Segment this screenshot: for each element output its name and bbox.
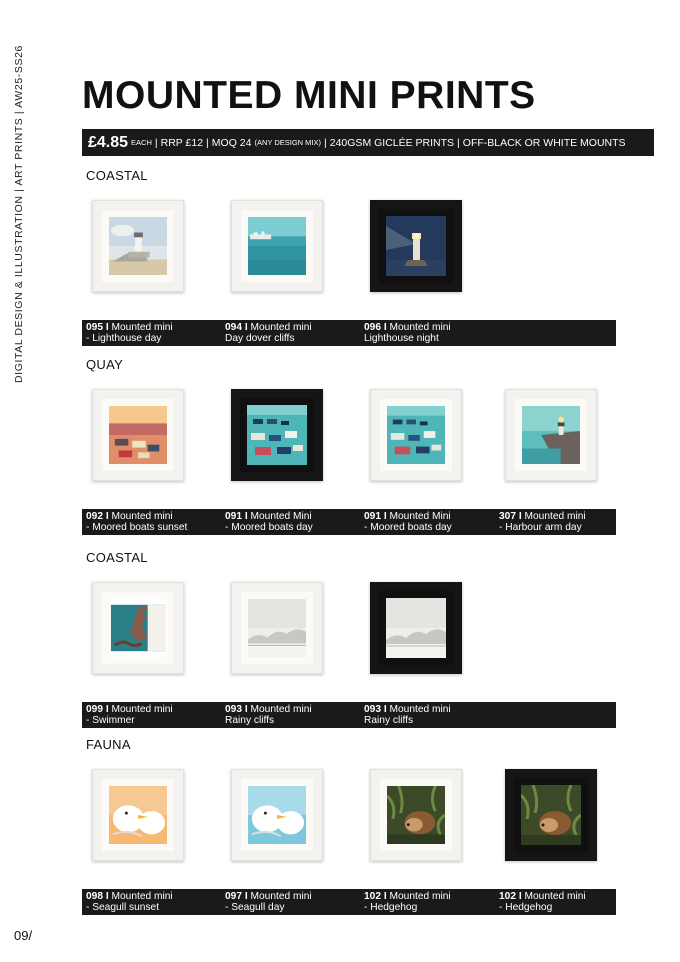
product-name-line1: Mounted mini bbox=[111, 704, 173, 715]
product-name-line1: Mounted mini bbox=[250, 891, 312, 902]
section-label: COASTAL bbox=[86, 168, 148, 183]
print-mount bbox=[241, 592, 313, 664]
product-name-line1: Mounted mini bbox=[524, 891, 586, 902]
mount-options: OFF-BLACK OR WHITE MOUNTS bbox=[462, 136, 626, 149]
print-artwork bbox=[109, 217, 167, 275]
product-code: 099 bbox=[86, 704, 103, 715]
product-name-line2: - Seagull day bbox=[225, 902, 285, 913]
print-mount bbox=[515, 399, 587, 471]
product-name-line1: Mounted Mini bbox=[250, 511, 312, 522]
mounted-print bbox=[370, 389, 462, 481]
separator: I bbox=[105, 704, 109, 715]
print-artwork bbox=[387, 786, 445, 844]
print-mount bbox=[241, 779, 313, 851]
product-name-line2: - Moored boats day bbox=[364, 522, 452, 533]
product-code: 307 bbox=[499, 511, 516, 522]
moq: MOQ 24 bbox=[211, 136, 252, 149]
product-code: 098 bbox=[86, 891, 103, 902]
product-name-line1: Mounted mini bbox=[250, 322, 312, 333]
print-mount bbox=[102, 399, 174, 471]
separator: | bbox=[154, 136, 158, 149]
print-artwork bbox=[387, 406, 445, 464]
product-name-line1: Mounted mini bbox=[111, 891, 173, 902]
separator: I bbox=[383, 511, 387, 522]
mounted-print bbox=[231, 582, 323, 674]
product-name-line2: - Hedgehog bbox=[499, 902, 553, 913]
print-artwork bbox=[109, 406, 167, 464]
paper-spec: 240GSM GICLÉE PRINTS bbox=[329, 136, 455, 149]
mounted-print bbox=[92, 389, 184, 481]
separator: | bbox=[206, 136, 209, 149]
separator: I bbox=[518, 891, 522, 902]
product-code: 092 bbox=[86, 511, 103, 522]
product-name-line2: - Seagull sunset bbox=[86, 902, 160, 913]
product-caption bbox=[499, 511, 586, 533]
product-caption bbox=[225, 511, 313, 533]
separator: I bbox=[383, 891, 387, 902]
product-name-line2: - Hedgehog bbox=[364, 902, 418, 913]
print-mount bbox=[102, 210, 174, 282]
mounted-print bbox=[231, 389, 323, 481]
print-mount bbox=[241, 210, 313, 282]
mounted-print bbox=[370, 769, 462, 861]
page-title: MOUNTED MINI PRINTS bbox=[82, 74, 536, 117]
mounted-print bbox=[92, 582, 184, 674]
mounted-print bbox=[231, 769, 323, 861]
product-code: 102 bbox=[364, 891, 381, 902]
print-artwork bbox=[248, 786, 306, 844]
print-mount bbox=[379, 591, 453, 665]
separator: I bbox=[383, 322, 387, 333]
product-name-line2: Lighthouse night bbox=[364, 333, 439, 344]
product-name-line1: Mounted Mini bbox=[389, 511, 451, 522]
product-caption bbox=[364, 891, 451, 913]
print-artwork bbox=[109, 599, 167, 657]
product-code: 102 bbox=[499, 891, 516, 902]
print-mount bbox=[102, 592, 174, 664]
pricing-info-bar bbox=[82, 129, 654, 156]
product-name-line2: - Swimmer bbox=[86, 715, 135, 726]
product-name-line1: Mounted mini bbox=[250, 704, 312, 715]
mounted-print bbox=[505, 769, 597, 861]
moq-note: (ANY DESIGN MIX) bbox=[254, 138, 322, 147]
separator: I bbox=[244, 511, 248, 522]
section-label: COASTAL bbox=[86, 550, 148, 565]
product-name-line2: - Moored boats day bbox=[225, 522, 313, 533]
print-mount bbox=[514, 778, 588, 852]
product-code: 093 bbox=[364, 704, 381, 715]
separator: I bbox=[105, 322, 109, 333]
print-mount bbox=[240, 398, 314, 472]
product-caption bbox=[225, 322, 312, 344]
print-artwork bbox=[386, 598, 446, 658]
product-code: 091 bbox=[225, 511, 242, 522]
product-code: 091 bbox=[364, 511, 381, 522]
product-caption bbox=[225, 704, 312, 726]
price-unit: EACH bbox=[131, 138, 152, 147]
product-caption bbox=[86, 322, 173, 344]
product-code: 093 bbox=[225, 704, 242, 715]
print-mount bbox=[380, 399, 452, 471]
section-label: QUAY bbox=[86, 357, 124, 372]
mounted-print bbox=[92, 200, 184, 292]
side-running-header: DIGITAL DESIGN & ILLUSTRATION | ART PRINTS | AW25-SS26 bbox=[13, 45, 25, 383]
product-name-line2: - Moored boats sunset bbox=[86, 522, 188, 533]
product-name-line2: - Lighthouse day bbox=[86, 333, 162, 344]
product-code: 094 bbox=[225, 322, 242, 333]
product-caption bbox=[364, 511, 452, 533]
separator: | bbox=[324, 136, 327, 149]
rrp: RRP £12 bbox=[160, 136, 204, 149]
mounted-print bbox=[505, 389, 597, 481]
price: £4.85 bbox=[88, 133, 129, 151]
print-artwork bbox=[248, 217, 306, 275]
product-name-line1: Mounted mini bbox=[111, 322, 173, 333]
separator: I bbox=[244, 704, 248, 715]
product-caption bbox=[364, 322, 451, 344]
print-mount bbox=[380, 779, 452, 851]
product-caption bbox=[364, 704, 451, 726]
product-caption bbox=[499, 891, 586, 913]
product-caption bbox=[86, 704, 173, 726]
mounted-print bbox=[370, 582, 462, 674]
mounted-print bbox=[370, 200, 462, 292]
print-artwork bbox=[247, 405, 307, 465]
separator: | bbox=[457, 136, 460, 149]
product-code: 095 bbox=[86, 322, 103, 333]
product-caption bbox=[86, 891, 173, 913]
section-label: FAUNA bbox=[86, 737, 131, 752]
print-mount bbox=[379, 209, 453, 283]
separator: I bbox=[244, 322, 248, 333]
print-artwork bbox=[248, 599, 306, 657]
product-caption bbox=[86, 511, 187, 533]
page-number: 09/ bbox=[14, 928, 33, 943]
product-name-line1: Mounted mini bbox=[389, 704, 451, 715]
product-name-line2: - Harbour arm day bbox=[499, 522, 582, 533]
product-name-line2: Rainy cliffs bbox=[225, 715, 275, 726]
mounted-print bbox=[92, 769, 184, 861]
product-name-line2: Day dover cliffs bbox=[225, 333, 295, 344]
separator: I bbox=[105, 511, 109, 522]
product-caption bbox=[225, 891, 312, 913]
product-name-line1: Mounted mini bbox=[389, 891, 451, 902]
separator: I bbox=[383, 704, 387, 715]
separator: I bbox=[244, 891, 248, 902]
product-name-line1: Mounted mini bbox=[389, 322, 451, 333]
product-code: 097 bbox=[225, 891, 242, 902]
mounted-print bbox=[231, 200, 323, 292]
print-artwork bbox=[386, 216, 446, 276]
print-artwork bbox=[109, 786, 167, 844]
product-name-line1: Mounted mini bbox=[524, 511, 586, 522]
product-name-line2: Rainy cliffs bbox=[364, 715, 414, 726]
print-artwork bbox=[521, 785, 581, 845]
product-code: 096 bbox=[364, 322, 381, 333]
print-artwork bbox=[522, 406, 580, 464]
separator: I bbox=[518, 511, 522, 522]
separator: I bbox=[105, 891, 109, 902]
product-name-line1: Mounted mini bbox=[111, 511, 173, 522]
print-mount bbox=[102, 779, 174, 851]
